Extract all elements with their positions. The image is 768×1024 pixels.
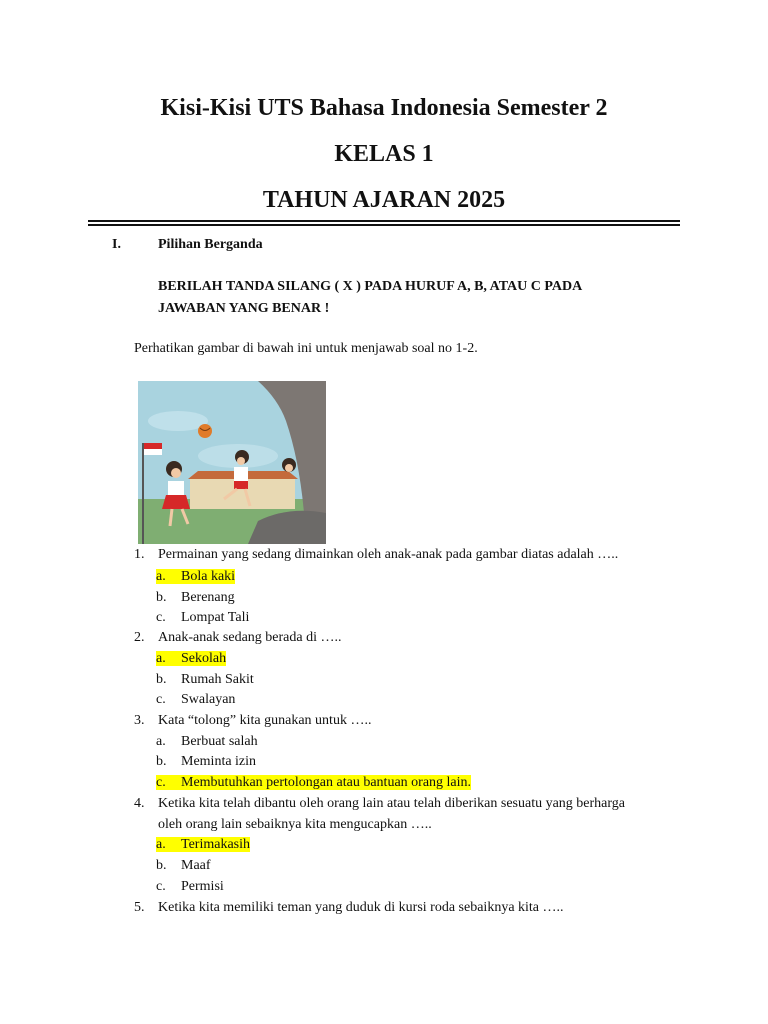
option-text: Maaf [181,858,211,873]
option-text: Permisi [181,879,224,894]
option-letter: a. [156,651,166,666]
option-text: Rumah Sakit [181,672,254,687]
option-letter: a. [156,569,166,584]
option-text: Berbuat salah [181,734,258,749]
year-heading: TAHUN AJARAN 2025 [262,187,506,213]
question-4 [134,794,625,814]
question-4-option-c[interactable] [156,877,224,897]
question-number: 4. [134,796,145,811]
instruction-line-2: JAWABAN YANG BENAR ! [158,301,330,316]
option-text: Swalayan [181,692,236,707]
option-letter: c. [156,692,166,707]
question-text: oleh orang lain sebaiknya kita mengucapkan ….. [158,817,432,832]
option-letter: b. [156,858,167,873]
question-2 [134,628,341,648]
option-letter: c. [156,879,166,894]
question-text: Anak-anak sedang berada di ….. [158,630,342,645]
option-letter: b. [156,754,167,769]
option-text: Bola kaki [181,569,236,584]
question-number: 3. [134,713,145,728]
question-3-option-c[interactable] [156,773,471,793]
option-text: Sekolah [181,651,227,666]
option-letter: a. [156,734,166,749]
section-number: I. [112,237,121,252]
question-1-option-c[interactable] [156,608,249,628]
question-3-option-a[interactable] [156,732,258,752]
question-number: 1. [134,547,145,562]
question-3 [134,711,371,731]
class-heading: KELAS 1 [334,141,434,167]
document-title: Kisi-Kisi UTS Bahasa Indonesia Semester 2 [160,95,608,121]
question-3-option-b[interactable] [156,752,256,772]
question-text: Ketika kita telah dibantu oleh orang lain atau telah diberikan sesuatu yang berharga [158,796,626,811]
question-4-continuation [158,815,432,835]
option-letter: b. [156,672,167,687]
option-letter: c. [156,610,166,625]
header-divider-bottom [88,224,680,226]
question-number: 2. [134,630,145,645]
instruction-line-1: BERILAH TANDA SILANG ( X ) PADA HURUF A, B, ATAU C PADA [158,279,583,294]
option-text: Berenang [181,590,235,605]
question-5 [134,898,564,918]
question-text: Kata “tolong” kita gunakan untuk ….. [158,713,372,728]
question-number: 5. [134,900,145,915]
header-divider-top [88,220,680,222]
option-text: Membutuhkan pertolongan atau bantuan orang lain. [181,775,472,790]
option-letter: b. [156,590,167,605]
question-2-option-b[interactable] [156,670,254,690]
question-2-option-c[interactable] [156,690,235,710]
option-text: Lompat Tali [181,610,250,625]
option-letter: a. [156,837,166,852]
picture-intro: Perhatikan gambar di bawah ini untuk menjawab soal no 1-2. [134,341,478,356]
question-text: Permainan yang sedang dimainkan oleh anak-anak pada gambar diatas adalah ….. [158,547,619,562]
section-title: Pilihan Berganda [158,237,263,252]
question-4-option-b[interactable] [156,856,211,876]
option-text: Terimakasih [181,837,250,852]
question-4-option-a[interactable] [156,835,250,855]
question-text: Ketika kita memiliki teman yang duduk di kursi roda sebaiknya kita ….. [158,900,564,915]
question-1 [134,545,618,565]
option-letter: c. [156,775,166,790]
question-1-option-b[interactable] [156,588,235,608]
option-text: Meminta izin [181,754,257,769]
question-1-option-a[interactable] [156,567,235,587]
question-2-option-a[interactable] [156,649,226,669]
children-playing-football-illustration [138,381,326,544]
